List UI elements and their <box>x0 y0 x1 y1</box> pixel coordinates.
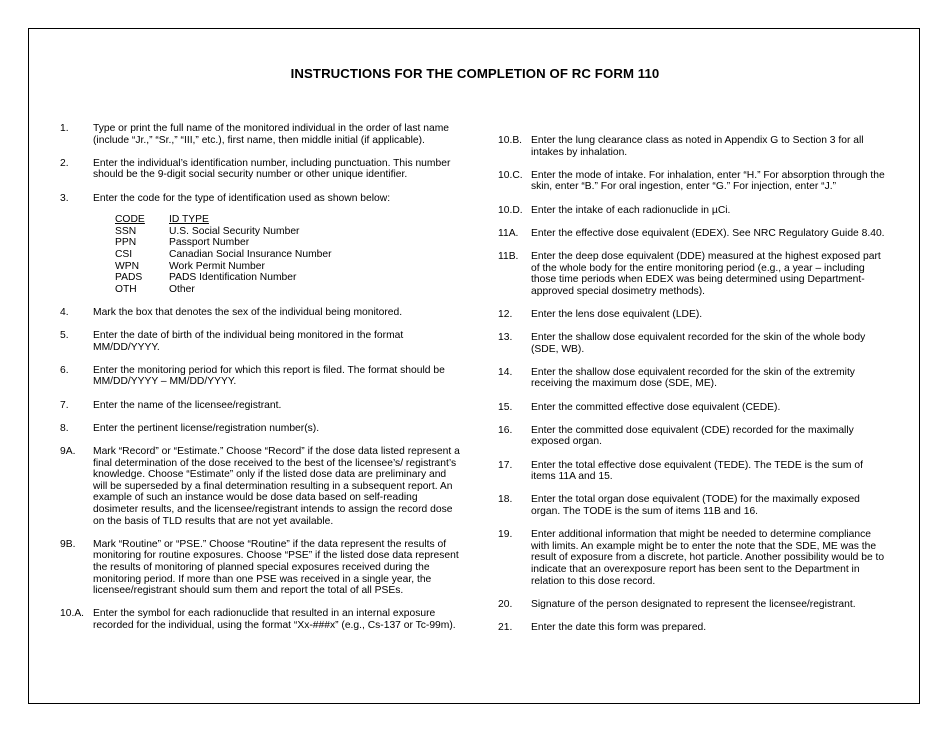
instruction-item <box>498 460 890 483</box>
code-row <box>115 272 460 284</box>
code-row <box>115 249 460 261</box>
item-text: Enter the code for the type of identification used as shown below: <box>93 192 391 204</box>
instruction-item <box>60 330 460 353</box>
code-header: CODE <box>115 214 145 226</box>
instruction-item <box>60 123 460 146</box>
left-column <box>60 123 460 643</box>
item-text: Enter the committed dose equivalent (CDE) recorded for the maximally exposed organ. <box>531 424 854 448</box>
item-text: Enter the intake of each radionuclide in µCi. <box>531 204 731 216</box>
right-column <box>498 135 890 645</box>
code-row <box>115 237 460 249</box>
code-cell: PADS <box>115 272 143 284</box>
code-row <box>115 226 460 238</box>
instruction-item <box>498 425 890 448</box>
instruction-item <box>60 193 460 205</box>
item-text: Mark “Routine” or “PSE.” Choose “Routine” if the data represent the results of monitoring for routine exposures. Choose “PSE” if the listed dose data represent the results of monitoring of planned special exposures received during the monitoring period. If more than one PSE was received in a single year, the licensee/registrant should sum them and report the total of all PSEs. <box>93 538 459 597</box>
item-number: 14. <box>498 366 513 378</box>
code-cell: CSI <box>115 248 133 260</box>
item-text: Enter the lens dose equivalent (LDE). <box>531 308 703 320</box>
item-number: 11B. <box>498 250 519 262</box>
item-text: Enter the date this form was prepared. <box>531 621 707 633</box>
instruction-item <box>60 400 460 412</box>
item-text: Enter the pertinent license/registration number(s). <box>93 422 320 434</box>
item-number: 11A. <box>498 227 519 239</box>
item-text: Enter the individual’s identification number, including punctuation. This number should be the 9-digit social security number or other unique identifier. <box>93 157 451 181</box>
item-number: 10.D. <box>498 204 523 216</box>
id-type-cell: Other <box>169 283 195 295</box>
code-cell: PPN <box>115 237 137 249</box>
item-text: Enter the monitoring period for which this report is filed. The format should be MM/DD/YYYY – MM/DD/YYYY. <box>93 364 445 388</box>
item-text: Enter the deep dose equivalent (DDE) measured at the highest exposed part of the whole body for the entire monitoring period (e.g., a year – including those time periods when EDEX was being determined using Department-approved special dosimetry methods). <box>531 250 881 297</box>
id-type-cell: Canadian Social Insurance Number <box>169 248 332 260</box>
id-type-header: ID TYPE <box>169 214 209 226</box>
instruction-item <box>498 529 890 587</box>
item-number: 15. <box>498 401 513 413</box>
item-number: 7. <box>60 399 69 411</box>
item-number: 18. <box>498 494 513 506</box>
item-text: Enter the date of birth of the individual being monitored in the format MM/DD/YYYY. <box>93 330 404 353</box>
code-cell: OTH <box>115 283 137 295</box>
item-number: 20. <box>498 598 513 610</box>
instruction-item <box>498 251 890 297</box>
item-number: 9B. <box>60 538 76 550</box>
instruction-item <box>498 402 890 414</box>
item-number: 21. <box>498 621 513 633</box>
item-number: 8. <box>60 422 69 434</box>
item-number: 2. <box>60 157 69 169</box>
item-text: Mark “Record” or “Estimate.” Choose “Record” if the dose data listed represent a final determination of the dose received to the best of the licensee’s/ registrant’s knowledge. Choose “Estimate” only if the listed dose data are preliminary and will be superseded by a final determination resulting in a subsequent report. An example of such an instance would be dose data based on self-reading dosimeter results, and the licensee/registrant intends to assign the record dose on the basis of TLD results that are not yet available. <box>93 446 460 527</box>
item-text: Enter the shallow dose equivalent recorded for the skin of the extremity receiving the maximum dose (SDE, ME). <box>531 366 855 390</box>
code-table-header <box>115 214 460 226</box>
item-text: Enter the effective dose equivalent (EDEX). See NRC Regulatory Guide 8.40. <box>531 227 885 239</box>
item-text: Enter the total effective dose equivalent (TEDE). The TEDE is the sum of items 11A and 15. <box>531 459 863 483</box>
item-number: 16. <box>498 424 513 436</box>
item-number: 3. <box>60 192 69 204</box>
item-text: Enter the lung clearance class as noted in Appendix G to Section 3 for all intakes by inhalation. <box>531 135 864 158</box>
instruction-item <box>60 608 460 631</box>
item-number: 9A. <box>60 446 76 458</box>
item-text: Mark the box that denotes the sex of the individual being monitored. <box>93 306 403 318</box>
item-number: 4. <box>60 306 69 318</box>
id-type-cell: Passport Number <box>169 237 250 249</box>
id-code-table <box>115 214 460 295</box>
id-type-cell: U.S. Social Security Number <box>169 225 300 237</box>
item-number: 5. <box>60 330 69 342</box>
item-number: 19. <box>498 529 513 541</box>
instruction-item <box>498 135 890 158</box>
item-text: Enter the shallow dose equivalent recorded for the skin of the whole body (SDE, WB). <box>531 332 866 355</box>
page-title: INSTRUCTIONS FOR THE COMPLETION OF RC FORM 110 <box>290 66 660 81</box>
item-text: Enter the symbol for each radionuclide that resulted in an internal exposure recorded for the individual, using the format “Xx-###x” (e.g., Cs-137 or Tc-99m). <box>93 608 456 631</box>
instruction-item <box>498 170 890 193</box>
instruction-item <box>60 365 460 388</box>
item-text: Signature of the person designated to represent the licensee/registrant. <box>531 598 856 610</box>
item-text: Enter the total organ dose equivalent (TODE) for the maximally exposed organ. The TODE is the sum of items 11B and 16. <box>531 494 860 517</box>
instruction-item <box>498 599 890 611</box>
instruction-item <box>60 423 460 435</box>
item-text: Enter additional information that might be needed to determine compliance with limits. An example might be to enter the note that the SDE, ME was the result of exposure from a discrete, hot particle. Another possibility would be to indicate that an overexposure report has been sent to the Department in relation to this dose record. <box>531 529 885 587</box>
instruction-item <box>498 228 890 240</box>
item-number: 10.A. <box>60 608 85 620</box>
instruction-item <box>498 494 890 517</box>
id-type-cell: PADS Identification Number <box>169 272 297 284</box>
item-number: 10.B. <box>498 135 523 146</box>
instruction-item <box>60 446 460 527</box>
code-row <box>115 261 460 273</box>
item-text: Enter the committed effective dose equivalent (CEDE). <box>531 401 781 413</box>
instruction-item <box>498 309 890 321</box>
item-number: 17. <box>498 459 513 471</box>
item-number: 10.C. <box>498 169 523 181</box>
code-cell: SSN <box>115 225 137 237</box>
instruction-item <box>60 307 460 319</box>
item-number: 1. <box>60 123 69 134</box>
instruction-item <box>60 539 460 597</box>
instruction-item <box>498 205 890 217</box>
item-number: 13. <box>498 332 513 344</box>
instruction-item <box>498 367 890 390</box>
instruction-item <box>498 622 890 634</box>
code-row <box>115 284 460 296</box>
item-number: 12. <box>498 308 513 320</box>
item-text: Type or print the full name of the monitored individual in the order of last name (include “Jr.,” “Sr.,” “III,” etc.), first name, then middle initial (if applicable). <box>93 123 450 146</box>
item-text: Enter the name of the licensee/registrant. <box>93 399 282 411</box>
code-cell: WPN <box>115 260 140 272</box>
item-text: Enter the mode of intake. For inhalation, enter “H.” For absorption through the skin, enter “B.” For oral ingestion, enter “G.” For injection, enter “J.” <box>531 169 885 193</box>
instruction-item <box>60 158 460 181</box>
item-number: 6. <box>60 364 69 376</box>
id-type-cell: Work Permit Number <box>169 260 265 272</box>
instruction-item <box>498 332 890 355</box>
